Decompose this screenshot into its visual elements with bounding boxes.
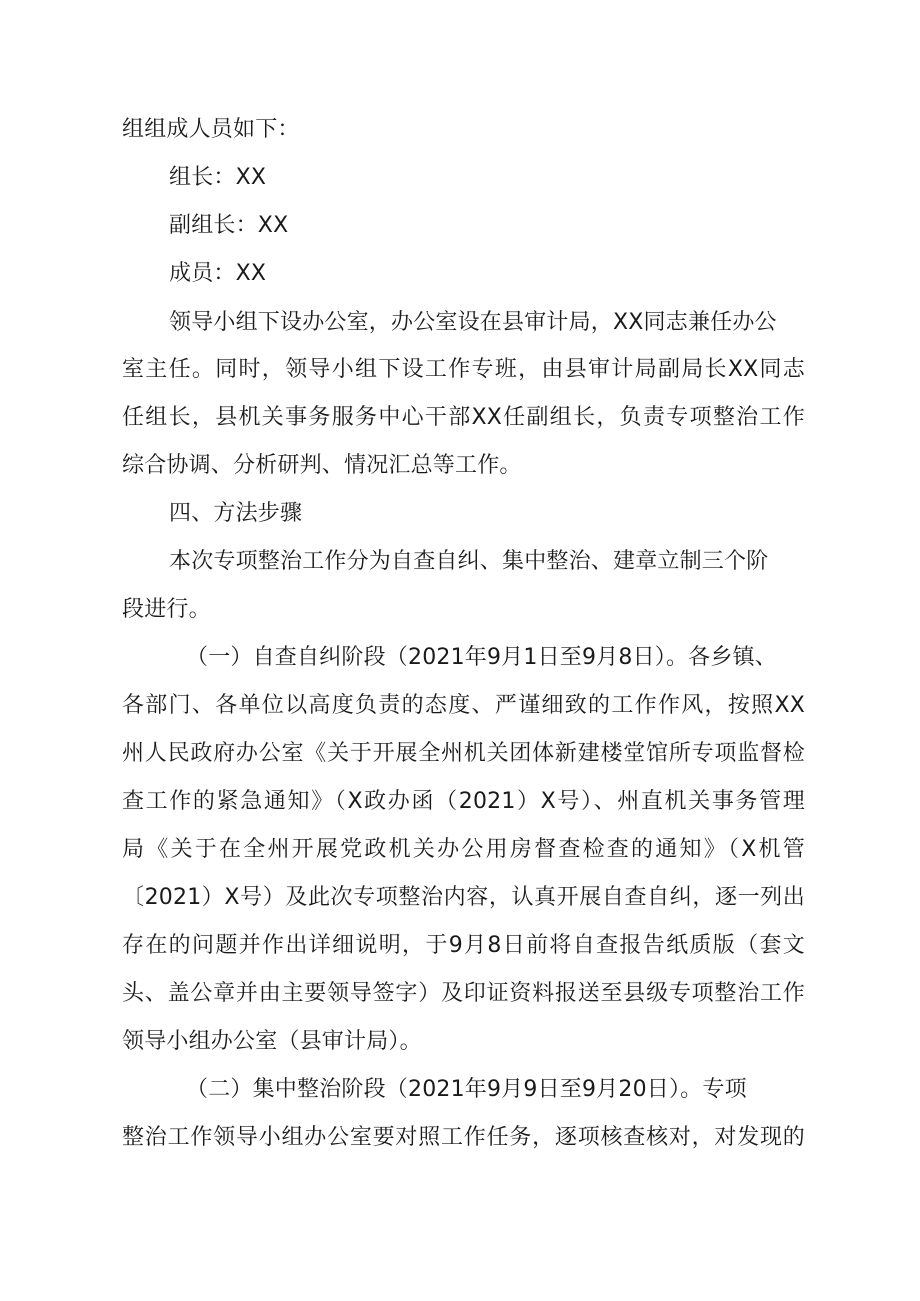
subsection-heading: （二）集中整治阶段（2021年9月9日至9月20日）。专项 xyxy=(186,1077,747,1102)
body-text-line: 头、盖公章并由主要领导签字）及印证资料报送至县级专项整治工作 xyxy=(122,981,805,1006)
body-text-line: 综合协调、分析研判、情况汇总等工作。 xyxy=(122,453,522,478)
body-text-line: 查工作的紧急通知》（X政办函（2021）X号）、州直机关事务管理 xyxy=(122,789,805,814)
body-text-line: 段进行。 xyxy=(122,597,211,622)
body-text-line: 室主任。同时，领导小组下设工作专班，由县审计局副局长XX同志 xyxy=(122,357,805,382)
member-deputy-leader: 副组长：XX xyxy=(169,213,289,238)
section-heading: 四、方法步骤 xyxy=(169,501,303,526)
body-text-line: 局《关于在全州开展党政机关办公用房督查检查的通知》（X机管 xyxy=(122,837,805,862)
body-text-line: 存在的问题并作出详细说明，于9月8日前将自查报告纸质版（套文 xyxy=(122,933,805,958)
body-text-line: 组组成人员如下： xyxy=(122,117,300,142)
body-text-line: 各部门、各单位以高度负责的态度、严谨细致的工作作风，按照XX xyxy=(122,693,805,718)
body-text-line: 〔2021）X号）及此次专项整治内容，认真开展自查自纠，逐一列出 xyxy=(122,885,805,910)
body-text-line: 州人民政府办公室《关于开展全州机关团体新建楼堂馆所专项监督检 xyxy=(122,741,805,766)
subsection-heading: （一）自查自纠阶段（2021年9月1日至9月8日）。各乡镇、 xyxy=(186,645,777,670)
body-text-line: 本次专项整治工作分为自查自纠、集中整治、建章立制三个阶 xyxy=(169,549,769,574)
member-members: 成员：XX xyxy=(169,261,267,286)
member-leader: 组长：XX xyxy=(169,165,267,190)
body-text-line: 领导小组办公室（县审计局）。 xyxy=(122,1029,422,1054)
body-text-line: 任组长，县机关事务服务中心干部XX任副组长，负责专项整治工作 xyxy=(122,405,805,430)
body-text-line: 领导小组下设办公室，办公室设在县审计局，XX同志兼任办公 xyxy=(169,310,777,335)
body-text-line: 整治工作领导小组办公室要对照工作任务，逐项核查核对，对发现的 xyxy=(122,1125,805,1150)
